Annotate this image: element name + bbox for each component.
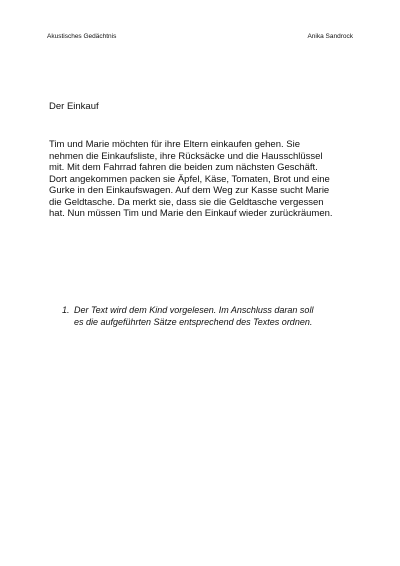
story-line: mit. Mit dem Fahrrad fahren die beiden zum nächsten Geschäft.	[49, 162, 318, 173]
task-number: 1.	[62, 305, 70, 315]
story-line: nehmen die Einkaufsliste, ihre Rücksäcke und die Hausschlüssel	[49, 150, 323, 162]
header-author: Anika Sandrock	[307, 33, 353, 40]
story-line: Gurke in den Einkaufswagen. Auf dem Weg zur Kasse sucht Marie	[49, 185, 330, 196]
story-title: Der Einkauf	[49, 101, 99, 112]
task-instruction	[62, 304, 362, 328]
story-line: Dort angekommen packen sie Äpfel, Käse, Tomaten, Brot und eine	[49, 173, 330, 185]
story-paragraph	[49, 139, 369, 220]
story-line: hat. Nun müssen Tim und Marie den Einkauf wieder zurückräumen.	[49, 208, 333, 219]
task-line: es die aufgeführten Sätze entsprechend des Textes ordnen.	[74, 317, 313, 327]
task-text: Der Text wird dem Kind vorgelesen. Im Anschluss daran soll	[74, 305, 314, 315]
header-subject: Akustisches Gedächtnis	[47, 33, 117, 40]
story-line: Tim und Marie möchten für ihre Eltern einkaufen gehen. Sie	[49, 139, 301, 150]
task-line	[62, 304, 362, 316]
story-line: die Geldtasche. Da merkt sie, dass sie die Geldtasche vergessen	[49, 196, 324, 208]
